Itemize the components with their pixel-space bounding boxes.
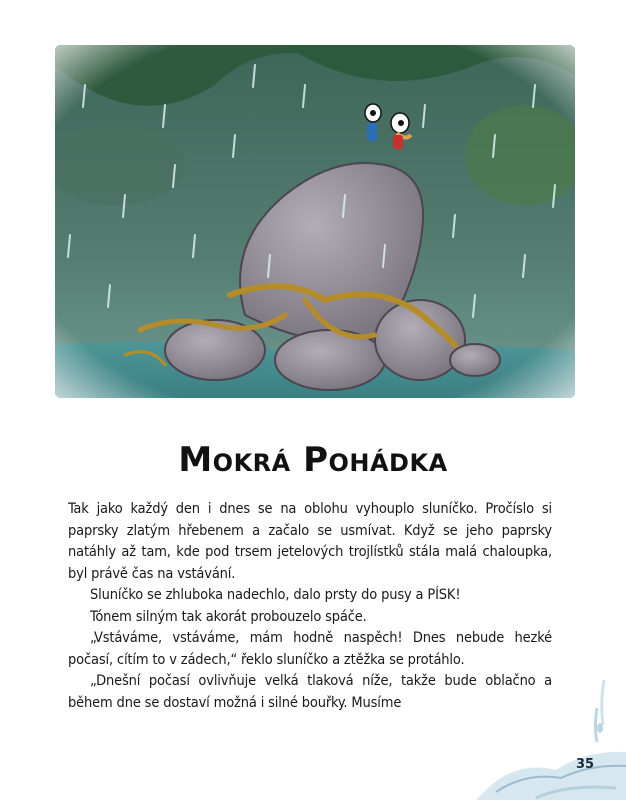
story-paragraph: Tónem silným tak akorát probouzelo spáče. bbox=[90, 608, 367, 625]
rain-rock-ants-icon bbox=[55, 45, 575, 398]
story-paragraph: Tak jako každý den i dnes se na oblohu vyhouplo sluníčko. Pročíslo si paprsky zlatým hřebenem a začalo se usmívat. Když se jeho paprsky natáhly až tam, kde pod trsem jetelových trojlístků stála malá chaloupka, byl právě čas na vstávání. bbox=[68, 501, 552, 582]
page-number: 35 bbox=[576, 757, 595, 772]
story-paragraph: „Vstáváme, vstáváme, mám hodně naspěch! Dnes nebude hezké počasí, cítím to v zádech,“ řeklo sluníčko a ztěžka se protáhlo. bbox=[68, 630, 552, 668]
water-puddle-icon bbox=[476, 680, 626, 800]
story-paragraph: „Dnešní počasí ovlivňuje velká tlaková níže, takže bude oblačno a během dne se dostaví možná i silné bouřky. Musíme bbox=[68, 673, 552, 711]
story-paragraph: Sluníčko se zhluboka nadechlo, dalo prsty do pusy a PÍSK! bbox=[90, 587, 461, 603]
story-title: Mokrá Pohádka bbox=[178, 440, 448, 480]
rain-illustration bbox=[55, 45, 575, 398]
